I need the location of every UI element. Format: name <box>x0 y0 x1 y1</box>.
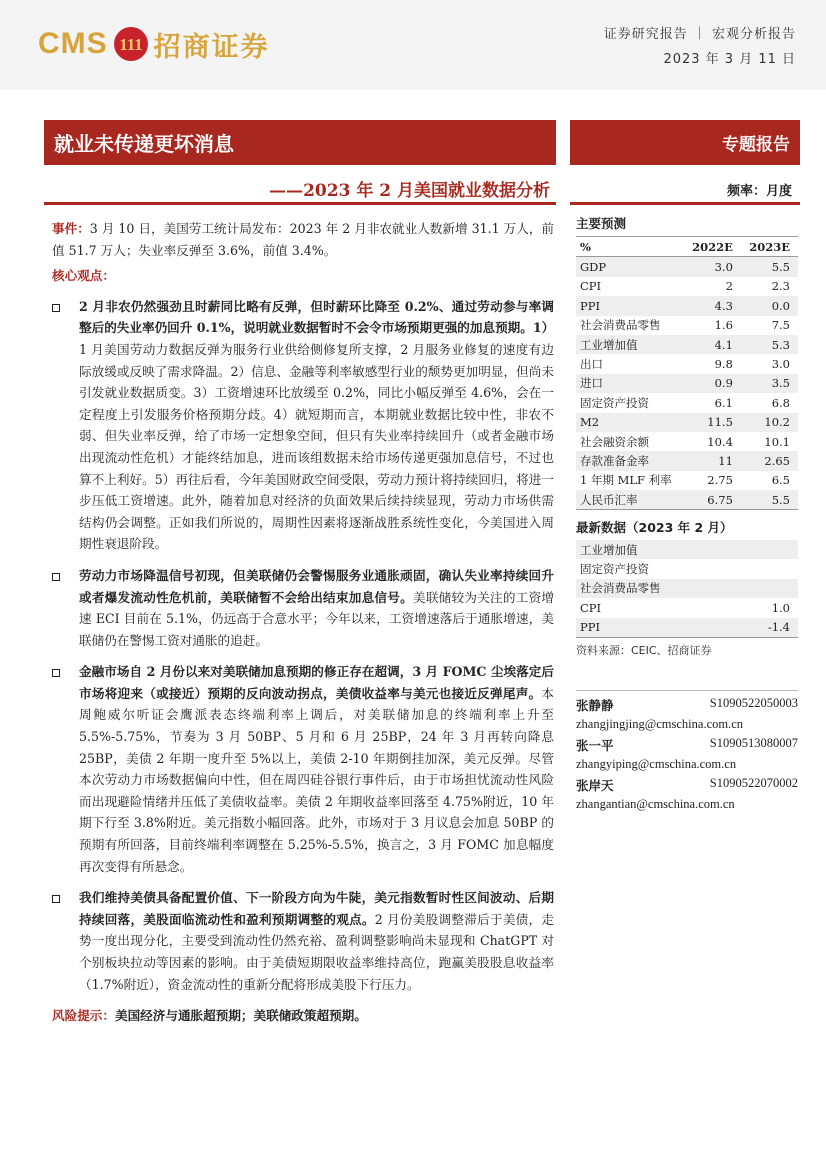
analyst-block <box>576 776 798 812</box>
divider <box>576 690 798 691</box>
bullet-bold: 金融市场自 2 月份以来对美联储加息预期的修正存在超调，3 月 FOMC 尘埃落定后市场将迎来（或接近）预期的反向波动拐点，美债收益率与美元也接近反弹尾声。 <box>79 664 554 701</box>
table-cell: 社会消费品零售 <box>576 579 736 598</box>
table-cell: 1 年期 MLF 利率 <box>580 473 672 488</box>
table-cell: 4.1 <box>684 335 741 354</box>
table-cell: 2.3 <box>771 279 790 294</box>
table-cell: 5.5 <box>741 490 798 510</box>
table-row <box>576 579 798 598</box>
table-cell: 6.1 <box>714 395 733 410</box>
bullet-square-icon <box>52 573 60 581</box>
analyst-email[interactable]: zhangjingjing@cmschina.com.cn <box>576 717 744 731</box>
table-header <box>576 237 798 257</box>
table-cell: PPI <box>576 296 684 315</box>
table-cell: 0.9 <box>684 374 741 393</box>
risk-note <box>52 1005 554 1027</box>
table-row <box>576 316 798 335</box>
table-row <box>576 296 798 315</box>
table-cell: M2 <box>576 413 684 432</box>
analyst-block <box>576 696 798 732</box>
table-cell <box>736 540 798 559</box>
table-row <box>576 393 798 412</box>
table-cell: 2 <box>725 279 733 294</box>
bullet-text: 1 月美国劳动力数据反弹为服务行业供给侧修复所支撑，2 月服务业修复的速度有边际放缓或反映了需求降温。2）信息、金融等利率敏感型行业的颓势更加明显，但尚未引发就业数据质变。3）工资增速环比放缓至 0.2%，同比小幅反弹至 4.6%，会在一定程度上引发服务价格预期分歧。4）就短期而言，本期就业数据比较中性，非农不弱、但失业率反弹，给了市场一定想象空间，但只有失业率持续回升（或者金融市场出现流动性危机）才能终结加息，进而该组数据未给市场传递更强加息信号，不过也算不上利好。5）再往后看，今年美国财政空间受限，劳动力预计将持续回归，将进一步压低工资增速。此外，随着加息对经济的负面效果后续持续显现，劳动力市场供需结构仍会调整。正如我们所说的，周期性因素将逐渐战胜系统性变化，今美国进入周期性衰退阶段。 <box>79 341 554 552</box>
table-cell: 1.6 <box>714 318 733 333</box>
analyst-id: S1090513080007 <box>709 736 798 750</box>
table-cell: 进口 <box>576 374 684 393</box>
table-cell: 7.5 <box>771 318 790 333</box>
table-row <box>576 413 798 432</box>
table-row <box>576 335 798 354</box>
table-cell: 10.1 <box>764 434 790 449</box>
table-cell <box>736 579 798 598</box>
table-row <box>576 598 798 617</box>
page-subtitle: ——2023 年 2 月美国就业数据分析 <box>269 181 550 201</box>
frequency: 频率：月度 <box>726 184 792 199</box>
table-cell: 5.5 <box>741 257 798 277</box>
table-row <box>576 374 798 393</box>
risk-label: 风险提示： <box>52 1008 115 1024</box>
list-item <box>52 296 554 555</box>
table-cell: 社会消费品零售 <box>580 318 661 333</box>
table-row <box>576 432 798 451</box>
analyst-name: 张静静 <box>576 698 614 713</box>
analyst-email[interactable]: zhangyiping@cmschina.com.cn <box>576 757 737 771</box>
analyst-id: S1090522070002 <box>709 776 798 790</box>
table-row <box>576 490 798 510</box>
table-cell: 6.5 <box>771 473 790 488</box>
table-cell: 固定资产投资 <box>580 395 649 410</box>
table-cell: 1.0 <box>771 600 790 615</box>
table-cell: 10.2 <box>741 413 798 432</box>
table-cell: 2.65 <box>741 451 798 470</box>
analyst-block <box>576 736 798 772</box>
analyst-id: S1090522050003 <box>709 696 798 710</box>
table-cell: 3.0 <box>771 357 790 372</box>
table-cell: 存款准备金率 <box>576 451 684 470</box>
table-cell: 工业增加值 <box>576 335 684 354</box>
table-row <box>576 540 798 559</box>
table-cell: 10.4 <box>707 434 733 449</box>
forecast-panel <box>576 214 798 510</box>
table-row <box>576 257 798 277</box>
table-cell: 6.8 <box>771 395 790 410</box>
column-header: 2022E <box>684 237 741 257</box>
divider <box>44 202 556 205</box>
table-cell: 4.3 <box>684 296 741 315</box>
forecast-heading: 主要预测 <box>576 216 627 231</box>
table-cell <box>736 559 798 578</box>
table-cell: 11 <box>684 451 741 470</box>
bullet-text: 美联储较为关注的工资增速 ECI 目前在 5.1%，仍远高于合意水平；今年以来，工资增速落后于通胀增速，美联储仍在警惕工资对通胀的追赶。 <box>79 589 555 648</box>
table-cell: CPI <box>580 600 602 615</box>
event-paragraph <box>52 218 554 261</box>
forecast-table <box>576 236 798 510</box>
bullet-bold: 劳动力市场降温信号初现，但美联储仍会警惕服务业通胀顽固，确认失业率持续回升或者爆发流动性危机前，美联储暂不会给出结束加息信号。 <box>79 567 554 605</box>
table-row <box>576 277 798 296</box>
latest-heading: 最新数据（2023 年 2 月） <box>576 520 733 535</box>
report-date: 2023 年 3 月 11 日 <box>663 52 796 67</box>
table-cell: 6.75 <box>684 490 741 510</box>
table-cell: CPI <box>580 279 602 294</box>
core-label: 核心观点： <box>52 268 115 284</box>
logo-emblem-icon <box>114 27 148 61</box>
table-row <box>576 354 798 373</box>
source-note: 资料来源：CEIC、招商证券 <box>576 643 712 657</box>
table-cell: 2.75 <box>707 473 733 488</box>
table-cell: 固定资产投资 <box>580 562 649 577</box>
table-row <box>576 471 798 490</box>
table-cell: -1.4 <box>736 618 798 638</box>
list-item <box>52 661 554 877</box>
latest-data-panel <box>576 518 798 658</box>
latest-table <box>576 540 798 638</box>
table-cell: PPI <box>576 618 736 638</box>
bullet-bold: 2 月非农仍然强劲且时薪同比略有反弹，但时薪环比降至 0.2%、通过劳动参与率调整后的失业率仍回升 0.1%，说明就业数据暂时不会令市场预期更强的加息预期。1） <box>79 298 555 336</box>
bullet-text: 2 月份美股调整滞后于美债，走势一度出现分化，主要受到流动性仍然充裕、盈利调整影响尚未显现和 ChatGPT 对个别板块拉动等因素的影响。由于美债短期限收益率维持高位，跑赢美股股息收益率（1.7%附近），资金流动性的重新分配将形成美股下行压力。 <box>79 911 554 992</box>
main-content <box>52 218 554 1027</box>
list-item <box>52 565 554 651</box>
table-cell: 出口 <box>580 357 603 372</box>
analyst-email[interactable]: zhangantian@cmschina.com.cn <box>576 797 735 811</box>
cms-logo <box>38 22 270 66</box>
logo-chinese: 招商证券 <box>153 31 270 63</box>
table-row <box>576 559 798 578</box>
bullet-bold: 我们维持美债具备配置价值、下一阶段方向为牛陡，美元指数暂时性区间波动、后期持续回落，美股面临流动性和盈利预期调整的观点。 <box>79 890 554 927</box>
report-type: 证券研究报告 ｜ 宏观分析报告 <box>603 27 796 42</box>
table-cell: 9.8 <box>714 357 733 372</box>
table-cell: 5.3 <box>741 335 798 354</box>
column-header: 2023E <box>741 237 798 257</box>
column-header: % <box>576 237 684 257</box>
divider <box>570 202 800 205</box>
bullet-square-icon <box>52 895 60 903</box>
analyst-name: 张岸天 <box>576 778 614 793</box>
logo-latin: CMS <box>38 27 108 60</box>
page-title: 就业未传递更坏消息 <box>54 132 234 156</box>
bullet-square-icon <box>52 304 60 312</box>
table-cell: 社会融资余额 <box>580 434 649 449</box>
event-label: 事件： <box>52 221 90 236</box>
table-row <box>576 618 798 638</box>
event-text: 3 月 10 日，美国劳工统计局发布：2023 年 2 月非农就业人数新增 31.1 万人，前值 51.7 万人；失业率反弹至 3.6%，前值 3.4%。 <box>52 221 555 258</box>
analyst-name: 张一平 <box>576 738 614 753</box>
svg-text:111: 111 <box>118 35 143 54</box>
table-cell: 人民币汇率 <box>576 490 684 510</box>
table-cell: 工业增加值 <box>576 540 736 559</box>
bullet-square-icon <box>52 669 60 677</box>
table-cell: 11.5 <box>684 413 741 432</box>
table-cell: 0.0 <box>741 296 798 315</box>
table-row <box>576 451 798 470</box>
list-item <box>52 887 554 995</box>
table-cell: 3.5 <box>741 374 798 393</box>
risk-text: 美国经济与通胀超预期；美联储政策超预期。 <box>114 1008 367 1024</box>
table-cell: 3.0 <box>684 257 741 277</box>
table-cell: GDP <box>576 257 684 277</box>
bullet-text: 本周鲍威尔听证会鹰派表态终端利率上调后，对美联储加息的终端利率上升至 5.5%-5.75%，节奏为 3 月 50BP、5 月和 6 月 25BP，24 年 3 月再转向降息 25BP，美债 2 年期一度升至 5%以上，美债 2-10 年期倒挂加深，美元反弹。尽管本次劳动力市场数据偏向中性，但在周四硅谷银行事件后，由于市场担忧流动性风险而出现避险情绪并压低了美债收益率。美债 2 年期收益率回落至 4.75%附近，10 年期下行至 3.8%附近。美元指数小幅回落。此外，市场对于 3 月议息会加息 50BP 的预期有所回落，目前终端利率调整在 5.25%-5.5%，换言之，3 月 FOMC 加息幅度再次变得有所悬念。 <box>79 685 554 874</box>
report-label: 专题报告 <box>722 135 790 155</box>
